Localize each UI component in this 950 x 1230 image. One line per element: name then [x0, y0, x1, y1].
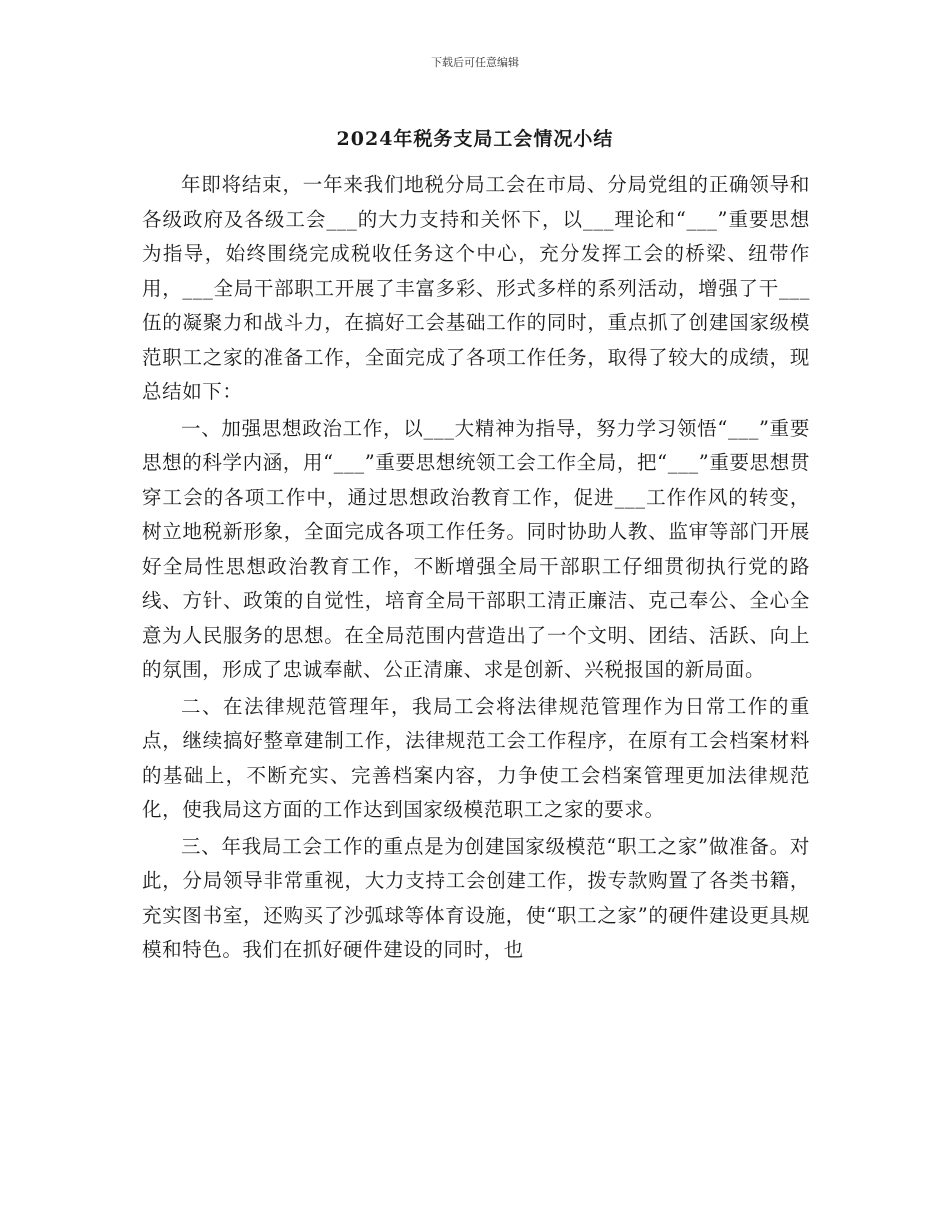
paragraph-section-3: 三、年我局工会工作的重点是为创建国家级模范“职工之家”做准备。对此，分局领导非常重视，大力支持工会创建工作，拨专款购置了各类书籍，充实图书室，还购买了沙弧球等体育设施，使“职工之家”的硬件建设更具规模和特色。我们在抓好硬件建设的同时，也 — [142, 834, 810, 961]
paragraph-section-2: 二、在法律规范管理年，我局工会将法律规范管理作为日常工作的重点，继续搞好整章建制工作，法律规范工会工作程序，在原有工会档案材料的基础上，不断充实、完善档案内容，力争使工会档案管理更加法律规范化，使我局这方面的工作达到国家级模范职工之家的要求。 — [142, 694, 810, 821]
paragraph-intro: 年即将结束，一年来我们地税分局工会在市局、分局党组的正确领导和各级政府及各级工会___的大力支持和关怀下，以___理论和“___”重要思想为指导，始终围绕完成税收任务这个中心，充分发挥工会的桥梁、纽带作用，___全局干部职工开展了丰富多彩、形式多样的系列活动，增强了干___伍的凝聚力和战斗力，在搞好工会基础工作的同时，重点抓了创建国家级模范职工之家的准备工作，全面完成了各项工作任务，取得了较大的成绩，现总结如下： — [142, 173, 810, 403]
paragraph-section-1: 一、加强思想政治工作，以___大精神为指导，努力学习领悟“___”重要思想的科学内涵，用“___”重要思想统领工会工作全局，把“___”重要思想贯穿工会的各项工作中，通过思想政治教育工作，促进___工作作风的转变，树立地税新形象，全面完成各项工作任务。同时协助人教、监审等部门开展好全局性思想政治教育工作，不断增强全局干部职工仔细贯彻执行党的路线、方针、政策的自觉性，培育全局干部职工清正廉洁、克己奉公、全心全意为人民服务的思想。在全局范围内营造出了一个文明、团结、活跃、向上的氛围，形成了忠诚奉献、公正清廉、求是创新、兴税报国的新局面。 — [142, 416, 810, 681]
document-body — [142, 168, 810, 970]
document-title: 2024年税务支局工会情况小结 — [336, 128, 614, 150]
header-note: 下载后可任意编辑 — [431, 56, 519, 69]
